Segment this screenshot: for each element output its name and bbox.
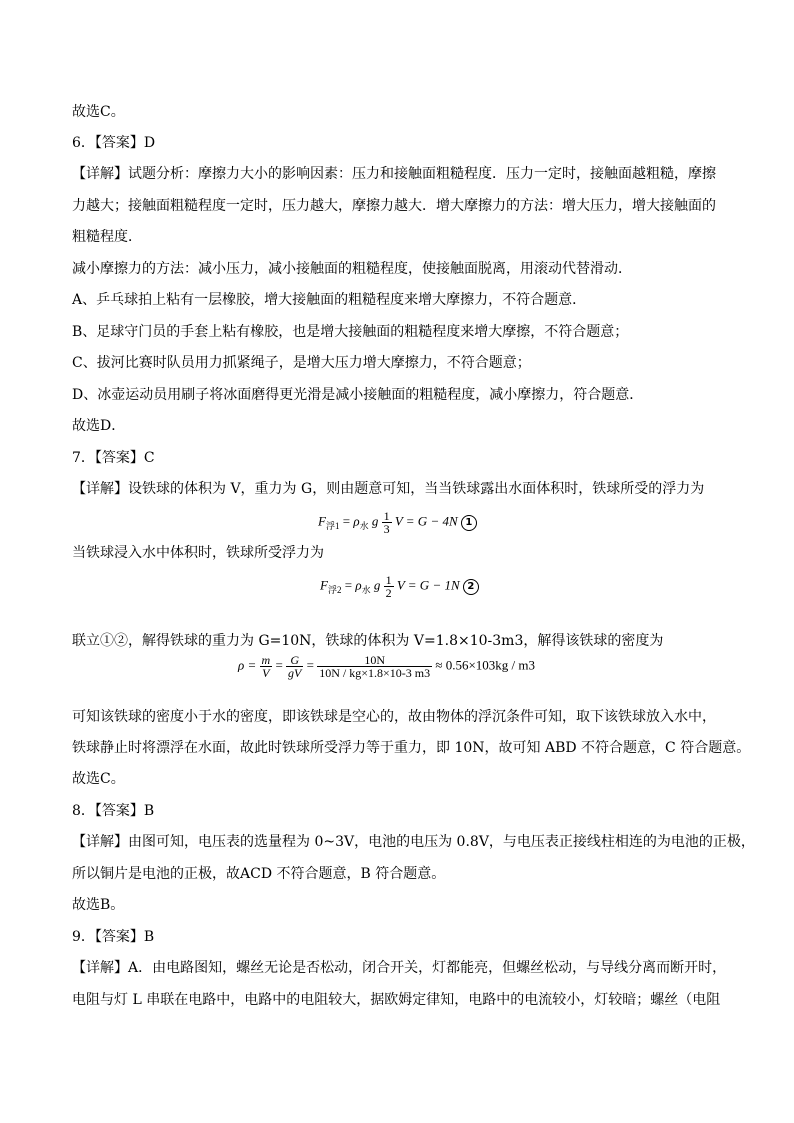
equation-buoyancy-1	[318, 510, 477, 535]
fraction: $\frac{1}{3}$	[383, 509, 390, 536]
fraction: $\frac{10N}{10N / kg\times 1.8\times 10-3 m3}$	[319, 653, 431, 680]
text-line: 【详解】设铁球的体积为 V，重力为 G，则由题意可知，当当铁球露出水面体积时，铁球所受的浮力为	[72, 481, 705, 497]
text-line: 【详解】A．由电路图知，螺丝无论是否松动，闭合开关，灯都能亮，但螺丝松动，与导线分离而断开时，	[72, 960, 727, 976]
eq-symbol: ρ =	[238, 657, 257, 673]
answer-heading-7: 7．【答案】C	[72, 450, 155, 466]
text-line: B、足球守门员的手套上粘有橡胶，也是增大接触面的粗糙程度来增大摩擦，不符合题意；	[72, 324, 629, 340]
text-line: 故选C。	[72, 104, 125, 120]
eq-subscript: 浮1	[325, 521, 340, 532]
text-line: 铁球静止时将漂浮在水面，故此时铁球所受浮力等于重力，即 10N，故可知 ABD 不符合题意，C 符合题意。	[72, 740, 751, 756]
text-line: 故选B。	[72, 897, 125, 913]
answer-heading-9: 9．【答案】B	[72, 929, 155, 945]
text-line: 电阻与灯 L 串联在电路中，电路中的电阻较大，据欧姆定律知，电路中的电流较小，灯较暗；螺丝（电阻	[72, 992, 721, 1008]
eq-symbol: g	[373, 577, 381, 593]
circled-number-2: 2	[463, 579, 479, 595]
text-line: 【详解】试题分析：摩擦力大小的影响因素：压力和接触面粗糙程度．压力一定时，接触面越粗糙，摩擦	[72, 166, 716, 182]
text-line: 【详解】由图可知，电压表的选量程为 0~3V，电池的电压为 0.8V，与电压表正接线柱相连的为电池的正极，	[72, 834, 755, 850]
text-line: 减小摩擦力的方法：减小压力，减小接触面的粗糙程度，使接触面脱离，用滚动代替滑动．	[72, 261, 632, 277]
equation-density	[238, 654, 535, 679]
eq-symbol: g	[371, 513, 379, 529]
eq-symbol: F	[320, 577, 328, 593]
text-line: 故选C。	[72, 771, 125, 787]
answer-heading-6: 6．【答案】D	[72, 135, 156, 151]
fraction: $\frac{m}{V}$	[261, 653, 271, 680]
eq-rest: V = G − 1N	[396, 577, 460, 593]
eq-operator: =	[342, 513, 351, 529]
text-line: 力越大；接触面粗糙程度一定时，压力越大，摩擦力越大．增大摩擦力的方法：增大压力，增大接触面的	[72, 198, 716, 214]
text-line: A、乒乓球拍上粘有一层橡胶，增大接触面的粗糙程度来增大摩擦力，不符合题意．	[72, 292, 587, 308]
eq-subscript: 浮2	[327, 585, 342, 596]
text-line: D、冰壶运动员用刷子将冰面磨得更光滑是减小接触面的粗糙程度，减小摩擦力，符合题意．	[72, 387, 644, 403]
answer-heading-8: 8．【答案】B	[72, 803, 155, 819]
text-line: 粗糙程度．	[72, 229, 142, 245]
eq-operator: =	[344, 577, 353, 593]
text-line: 联立①②，解得铁球的重力为 G=10N，铁球的体积为 V=1.8×10-3m3，解得该铁球的密度为	[72, 633, 664, 649]
fraction: $\frac{G}{gV}$	[288, 653, 302, 680]
text-line: 故选D．	[72, 418, 126, 434]
eq-subscript: 水	[359, 521, 369, 532]
eq-subscript: 水	[361, 585, 371, 596]
eq-symbol: F	[318, 513, 326, 529]
text-line: C、拔河比赛时队员用力抓紧绳子，是增大压力增大摩擦力，不符合题意；	[72, 355, 531, 371]
fraction: $\frac{1}{2}$	[385, 573, 392, 600]
eq-result: ≈ 0.56×103kg / m3	[435, 657, 536, 673]
eq-symbol: ρ	[355, 577, 362, 593]
circled-number-1: 1	[461, 515, 477, 531]
eq-operator: =	[275, 657, 283, 673]
text-line: 可知该铁球的密度小于水的密度，即该铁球是空心的，故由物体的浮沉条件可知，取下该铁球放入水中，	[72, 709, 716, 725]
eq-rest: V = G − 4N	[394, 513, 458, 529]
text-line: 当铁球浸入水中体积时，铁球所受浮力为	[72, 545, 324, 561]
eq-operator: =	[306, 657, 314, 673]
eq-symbol: ρ	[353, 513, 360, 529]
text-line: 所以铜片是电池的正极，故ACD 不符合题意，B 符合题意。	[72, 866, 446, 882]
equation-buoyancy-2	[320, 574, 479, 599]
